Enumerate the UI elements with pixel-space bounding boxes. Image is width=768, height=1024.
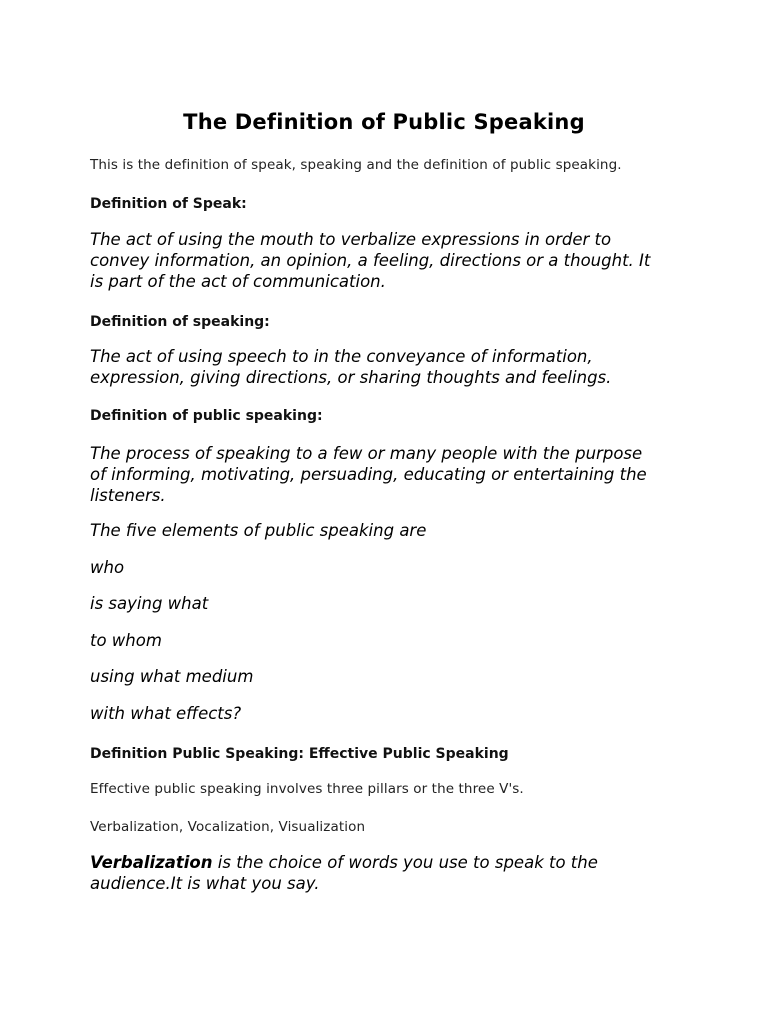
element-item: to whom (90, 631, 162, 650)
element-item: using what medium (90, 667, 254, 686)
section-heading-effective: Definition Public Speaking: Effective Public Speaking (90, 746, 509, 762)
pillars-text: Verbalization, Vocalization, Visualization (90, 819, 366, 835)
verbalization-term: Verbalization (90, 853, 213, 872)
paragraph-line: expression, giving directions, or sharing thoughts and feelings. (90, 368, 612, 387)
verbalization-definition: is the choice of words you use to speak to the (212, 853, 598, 872)
paragraph-line: is part of the act of communication. (90, 272, 386, 291)
paragraph-line: convey information, an opinion, a feeling, directions or a thought. It (90, 251, 651, 270)
section-body-speaking (90, 346, 611, 388)
section-heading-public-speaking: Definition of public speaking: (90, 408, 323, 424)
paragraph-line: of informing, motivating, persuading, educating or entertaining the (90, 465, 647, 484)
effective-intro-text: Effective public speaking involves three pillars or the three V's. (90, 781, 524, 797)
element-item: who (90, 558, 125, 577)
paragraph-line: The process of speaking to a few or many people with the purpose (90, 444, 643, 463)
section-body-public-speaking (90, 443, 647, 506)
elements-intro: The five elements of public speaking are (90, 521, 427, 540)
intro-text: This is the definition of speak, speaking and the definition of public speaking. (90, 157, 622, 173)
page-title: The Definition of Public Speaking (183, 110, 585, 134)
paragraph-line: The act of using speech to in the conveyance of information, (90, 347, 593, 366)
element-item: is saying what (90, 594, 209, 613)
element-item: with what effects? (90, 704, 242, 723)
verbalization-paragraph (90, 852, 598, 894)
paragraph-line: audience.It is what you say. (90, 874, 320, 893)
paragraph-line (90, 852, 598, 873)
paragraph-line: listeners. (90, 486, 166, 505)
section-body-speak (90, 229, 650, 292)
section-heading-speaking: Definition of speaking: (90, 314, 270, 330)
paragraph-line: The act of using the mouth to verbalize expressions in order to (90, 230, 612, 249)
section-heading-speak: Definition of Speak: (90, 196, 247, 212)
